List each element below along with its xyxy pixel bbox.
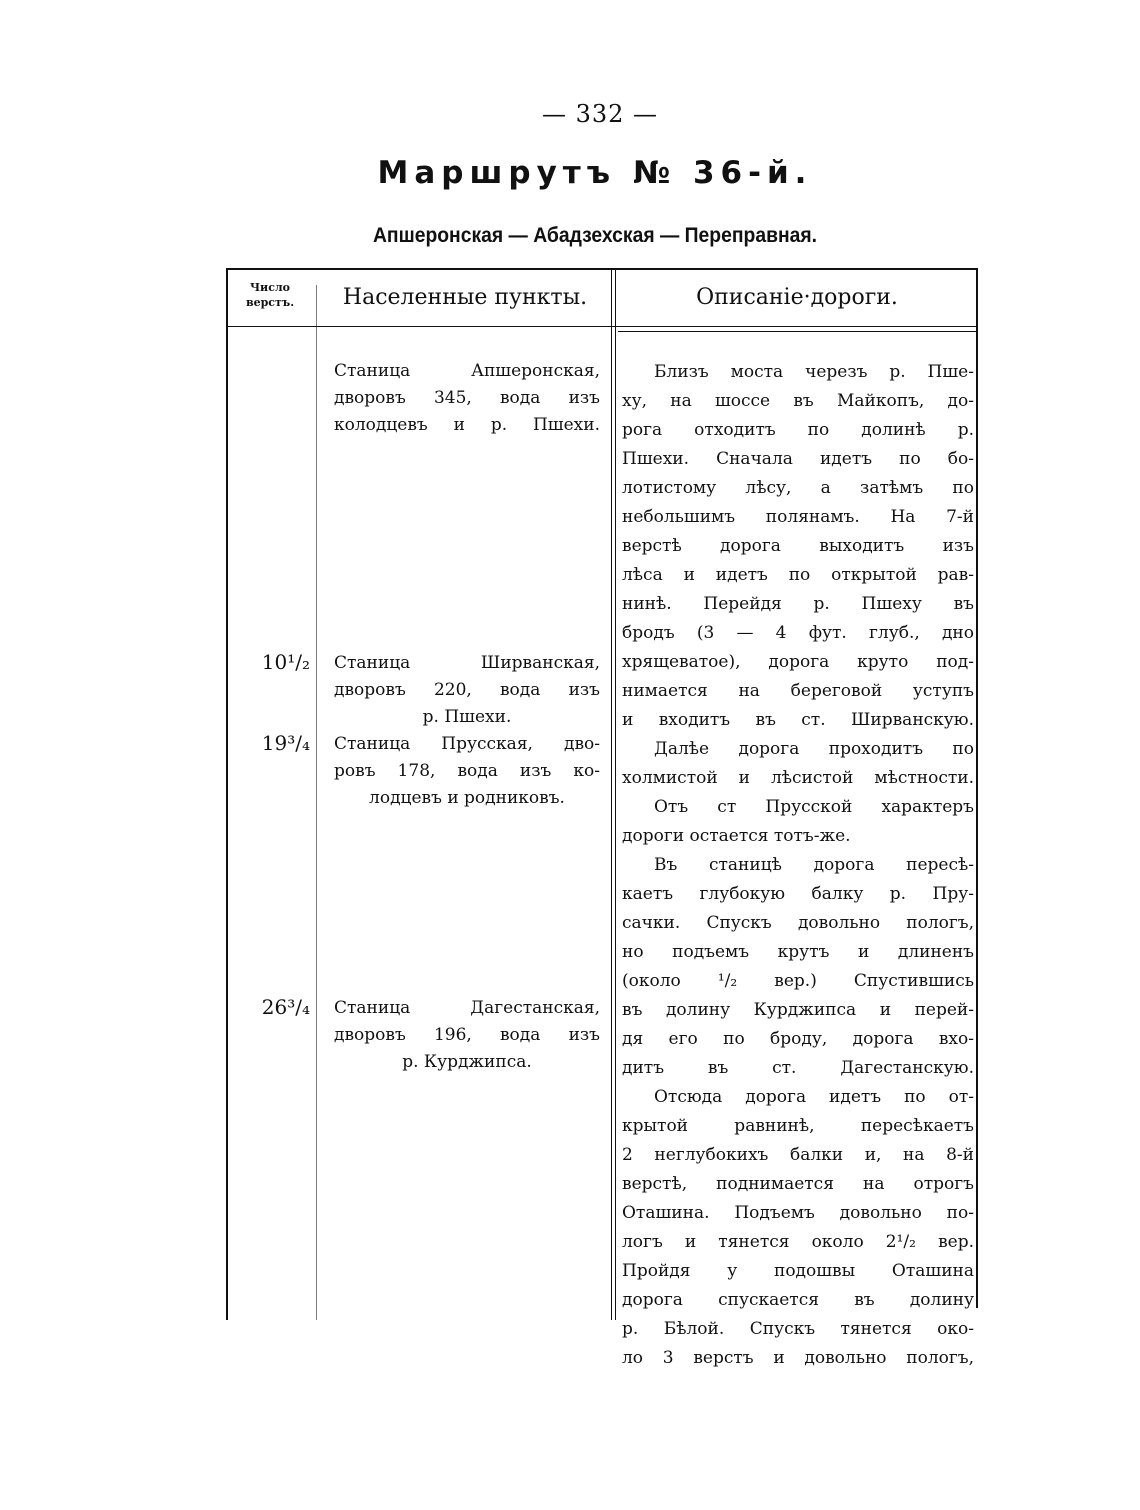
desc-line: Отъ ст Прусской характеръ	[654, 797, 974, 817]
desc-line: ло 3 верстъ и довольно пологъ,	[622, 1348, 974, 1368]
desc-line: холмистой и лѣсистой мѣстности.	[622, 768, 974, 788]
header-distance-line2: верстъ.	[245, 296, 295, 309]
desc-line: Пройдя у подошвы Оташина	[622, 1261, 974, 1281]
distance-row-3: 19³/₄	[261, 731, 310, 755]
desc-line: лотистому лѣсу, а затѣмъ по	[622, 478, 974, 498]
desc-line: дороги остается тотъ-же.	[622, 826, 851, 846]
road-description	[622, 358, 974, 1373]
col-divider-2a	[611, 270, 612, 1320]
desc-line: въ долину Курджипса и перей-	[622, 1000, 974, 1020]
left-border	[226, 268, 228, 1320]
header-rule-2	[618, 331, 976, 332]
place-line: дворовъ 220, вода изъ	[334, 680, 600, 700]
place-line: Станица Прусская, дво-	[334, 734, 600, 754]
desc-line: но подъемъ крутъ и длиненъ	[622, 942, 974, 962]
desc-line: и входитъ въ ст. Ширванскую.	[622, 710, 974, 730]
desc-line: р. Бѣлой. Спускъ тянется око-	[622, 1319, 974, 1339]
table-top-rule	[226, 268, 978, 270]
distance-row-4: 26³/₄	[261, 995, 310, 1019]
desc-line: Оташина. Подъемъ довольно по-	[622, 1203, 974, 1223]
desc-line: каетъ глубокую балку р. Пру-	[622, 884, 974, 904]
place-line: р. Курджипса.	[402, 1052, 532, 1072]
desc-line: бродъ (3 — 4 фут. глуб., дно	[622, 623, 974, 643]
header-description: Описаніе·дороги.	[696, 285, 898, 310]
desc-line: верстѣ, поднимается на отрогъ	[622, 1174, 974, 1194]
desc-line: Далѣе дорога проходитъ по	[654, 739, 974, 759]
desc-line: логъ и тянется около 2¹/₂ вер.	[622, 1232, 974, 1252]
place-row-3	[334, 731, 600, 812]
desc-line: Отсюда дорога идетъ по от-	[654, 1087, 974, 1107]
desc-line: крытой равнинѣ, пересѣкаетъ	[622, 1116, 974, 1136]
place-line: ровъ 178, вода изъ ко-	[334, 761, 600, 781]
distance-row-2: 10¹/₂	[261, 650, 310, 674]
route-title: Маршрутъ № 36-й.	[377, 155, 813, 191]
desc-line: верстѣ дорога выходитъ изъ	[622, 536, 974, 556]
right-border	[976, 268, 978, 1308]
desc-line: нимается на береговой уступъ	[622, 681, 974, 701]
place-row-1	[334, 358, 600, 439]
desc-line: Въ станицѣ дорога пересѣ-	[654, 855, 974, 875]
desc-line: 2 неглубокихъ балки и, на 8-й	[622, 1145, 974, 1165]
desc-line: лѣса и идетъ по открытой рав-	[622, 565, 974, 585]
header-rule	[226, 326, 978, 327]
place-line: Станица Дагестанская,	[334, 998, 600, 1018]
desc-line: дя его по броду, дорога вхо-	[622, 1029, 974, 1049]
place-line: лодцевъ и родниковъ.	[369, 788, 565, 808]
desc-line: рога отходитъ по долинѣ р.	[622, 420, 974, 440]
desc-line: дорога спускается въ долину	[622, 1290, 974, 1310]
header-places: Населенные пункты.	[342, 285, 588, 310]
place-row-4	[334, 995, 600, 1076]
desc-line: ху, на шоссе въ Майкопъ, до-	[622, 391, 974, 411]
place-line: колодцевъ и р. Пшехи.	[334, 415, 600, 435]
desc-line: Близъ моста черезъ р. Пше-	[654, 362, 974, 382]
desc-line: (около ¹/₂ вер.) Спустившись	[622, 971, 974, 991]
col-divider-2b	[615, 270, 616, 1320]
place-line: дворовъ 345, вода изъ	[334, 388, 600, 408]
place-line: р. Пшехи.	[422, 707, 512, 727]
header-distance-line1: Число	[250, 281, 290, 294]
route-subtitle: Апшеронская — Абадзехская — Переправная.	[372, 224, 818, 247]
desc-line: сачки. Спускъ довольно пологъ,	[622, 913, 974, 933]
desc-line: Пшехи. Сначала идетъ по бо-	[622, 449, 974, 469]
place-line: Станица Ширванская,	[334, 653, 600, 673]
place-row-2	[334, 650, 600, 731]
desc-line: хрящеватое), дорога круто под-	[622, 652, 974, 672]
col-divider-1	[316, 285, 317, 1320]
desc-line: небольшимъ полянамъ. На 7-й	[622, 507, 974, 527]
page-number: — 332 —	[541, 100, 659, 128]
desc-line: нинѣ. Перейдя р. Пшеху въ	[622, 594, 974, 614]
desc-line: дитъ въ ст. Дагестанскую.	[622, 1058, 974, 1078]
place-line: дворовъ 196, вода изъ	[334, 1025, 600, 1045]
place-line: Станица Апшеронская,	[334, 361, 600, 381]
header-distance	[226, 280, 314, 310]
